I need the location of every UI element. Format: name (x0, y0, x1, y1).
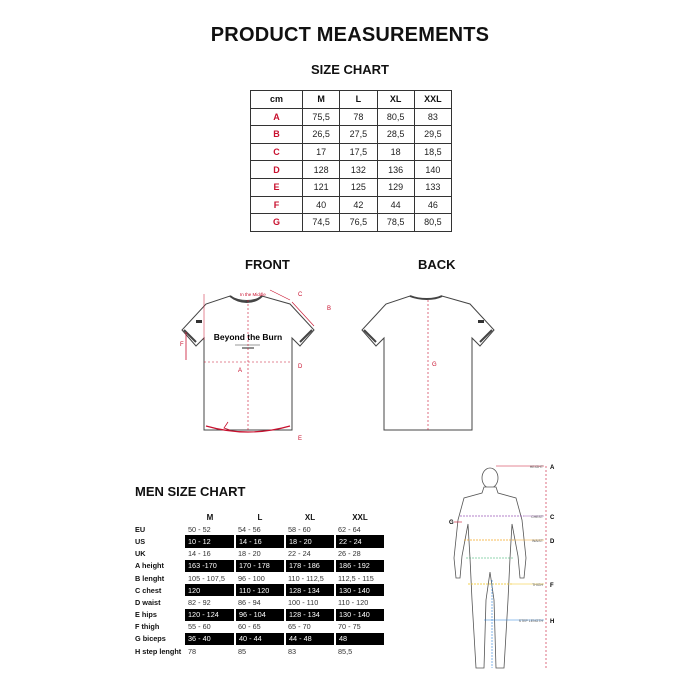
men-chart-cell: 100 - 110 (288, 597, 319, 607)
size-chart-cell: 17 (303, 143, 340, 161)
men-chart-row-label: A height (135, 561, 164, 571)
size-chart-cell: 80,5 (377, 108, 414, 126)
size-chart-cell: 28,5 (377, 126, 414, 144)
men-chart-row-label: E hips (135, 610, 157, 620)
men-chart-row (135, 596, 385, 608)
marker-e: E (298, 436, 303, 442)
men-chart-cell: 83 (288, 646, 297, 656)
men-chart-row-label: C chest (135, 585, 162, 595)
size-chart-cell: 18 (377, 143, 414, 161)
men-chart-cell: 130 - 140 (335, 609, 385, 621)
size-chart-row-label: E (251, 178, 303, 196)
size-chart-row-label: A (251, 108, 303, 126)
men-chart-cell: 112,5 - 115 (338, 573, 374, 583)
size-chart-row-label: D (251, 161, 303, 179)
size-chart-cell: 26,5 (303, 126, 340, 144)
men-chart-cell: 130 - 140 (335, 584, 385, 596)
men-chart-row-label: F thigh (135, 622, 160, 632)
size-chart-row (251, 143, 452, 161)
men-chart-row-label: D waist (135, 597, 161, 607)
size-chart-title: SIZE CHART (311, 62, 389, 77)
men-chart-cell: 128 - 134 (285, 584, 335, 596)
body-marker-letter: A (550, 465, 555, 471)
body-marker-letter: C (550, 515, 555, 521)
men-chart-cell: 78 (188, 646, 197, 656)
men-size-chart-title: MEN SIZE CHART (135, 484, 246, 499)
men-chart-row (135, 572, 385, 584)
body-marker-letter: H (550, 619, 555, 625)
men-chart-row (135, 535, 385, 547)
men-chart-col-header: XXL (352, 512, 368, 522)
size-chart-col-header: XL (377, 91, 414, 109)
size-chart-col-header: L (340, 91, 377, 109)
men-chart-cell: 18 - 20 (285, 535, 335, 547)
size-chart-row-label: G (251, 214, 303, 232)
size-chart-cell: 78,5 (377, 214, 414, 232)
size-chart-cell: 76,5 (340, 214, 377, 232)
size-chart-row (251, 126, 452, 144)
size-chart-cell: 74,5 (303, 214, 340, 232)
size-chart-cell: 78 (340, 108, 377, 126)
size-chart-cell: 29,5 (414, 126, 451, 144)
back-tshirt (362, 296, 494, 430)
men-chart-cell: 18 - 20 (238, 549, 261, 559)
size-chart-header-row (251, 91, 452, 109)
size-chart-cell: 83 (414, 108, 451, 126)
men-chart-row (135, 584, 385, 596)
size-chart-cell: 42 (340, 196, 377, 214)
men-chart-cell: 65 - 70 (288, 622, 311, 632)
men-chart-cell: 44 - 48 (285, 633, 335, 645)
men-chart-cell: 14 - 16 (188, 549, 211, 559)
men-chart-cell: 170 - 178 (235, 560, 285, 572)
men-chart-cell: 186 - 192 (335, 560, 385, 572)
men-chart-cell: 128 - 134 (285, 609, 335, 621)
men-chart-row-label: UK (135, 549, 146, 559)
men-chart-cell: 22 - 24 (288, 549, 311, 559)
men-chart-row (135, 523, 385, 535)
size-chart-row (251, 196, 452, 214)
men-chart-cell: 96 - 100 (238, 573, 265, 583)
men-chart-cell: 86 - 94 (238, 597, 261, 607)
men-chart-cell: 62 - 64 (338, 524, 361, 534)
body-marker-caption: CHEST (531, 515, 543, 519)
men-chart-cell: 82 - 92 (188, 597, 211, 607)
men-chart-cell: 22 - 24 (335, 535, 385, 547)
body-marker-g: G (449, 520, 454, 526)
size-chart-row (251, 161, 452, 179)
men-chart-col-header: XL (304, 512, 316, 522)
body-marker-caption: WAIST (532, 539, 543, 543)
men-chart-cell: 85 (238, 646, 247, 656)
size-chart-row (251, 214, 452, 232)
body-measurement-figure (440, 460, 580, 680)
marker-d: D (298, 364, 303, 370)
body-marker-caption: THIGH (532, 583, 543, 587)
shirt-print-text: Beyond the Burn (213, 332, 283, 342)
men-chart-cell: 26 - 28 (338, 549, 361, 559)
back-view-label: BACK (418, 257, 456, 272)
tshirt-diagrams (180, 280, 520, 450)
men-chart-row-label: H step lenght (135, 646, 182, 656)
size-chart-cell: 121 (303, 178, 340, 196)
men-chart-row (135, 560, 385, 572)
men-chart-cell: 58 - 60 (288, 524, 311, 534)
marker-b: B (327, 306, 332, 312)
size-chart-row (251, 178, 452, 196)
size-chart-cell: 75,5 (303, 108, 340, 126)
men-chart-cell: 10 - 12 (185, 535, 235, 547)
size-chart-cell: 46 (414, 196, 451, 214)
size-chart-table (250, 90, 452, 232)
size-chart-cell: 27,5 (340, 126, 377, 144)
men-chart-cell: 163 -170 (185, 560, 235, 572)
men-chart-cell: 40 - 44 (235, 633, 285, 645)
body-marker-caption: HEIGHT (529, 465, 543, 469)
size-chart-cell: 132 (340, 161, 377, 179)
size-chart-cell: 17,5 (340, 143, 377, 161)
men-chart-cell: 120 - 124 (185, 609, 235, 621)
size-chart-cell: 80,5 (414, 214, 451, 232)
size-chart-row (251, 108, 452, 126)
men-chart-row-label: B lenght (135, 573, 165, 583)
marker-f: F (180, 342, 184, 348)
men-chart-row-label: US (135, 536, 146, 546)
men-chart-row (135, 645, 385, 657)
men-size-chart-table (135, 511, 386, 657)
men-chart-cell: 55 - 60 (188, 622, 211, 632)
size-chart-unit: cm (251, 91, 303, 109)
size-chart-cell: 125 (340, 178, 377, 196)
size-chart-cell: 140 (414, 161, 451, 179)
body-marker-letter: F (550, 583, 554, 589)
marker-c: C (298, 292, 303, 298)
men-chart-cell: 105 - 107,5 (188, 573, 225, 583)
size-chart-cell: 18,5 (414, 143, 451, 161)
men-chart-cell: 120 (185, 584, 235, 596)
page-title: PRODUCT MEASUREMENTS (210, 24, 490, 46)
men-chart-cell: 70 - 75 (338, 622, 361, 632)
men-chart-corner (135, 511, 185, 523)
men-chart-row (135, 633, 385, 645)
front-view-label: FRONT (245, 257, 290, 272)
men-chart-cell: 54 - 56 (238, 524, 261, 534)
men-chart-cell: 14 - 16 (235, 535, 285, 547)
size-chart-cell: 129 (377, 178, 414, 196)
men-chart-cell: 110 - 120 (235, 584, 285, 596)
body-marker-letter: D (550, 539, 555, 545)
size-chart-cell: 136 (377, 161, 414, 179)
body-marker-caption: STEP LENGTH (518, 619, 543, 623)
men-chart-cell: 110 - 112,5 (288, 573, 324, 583)
men-chart-row (135, 548, 385, 560)
men-chart-cell: 178 - 186 (285, 560, 335, 572)
size-chart-cell: 40 (303, 196, 340, 214)
marker-g: G (432, 362, 437, 368)
men-chart-cell: 96 - 104 (235, 609, 285, 621)
marker-a: A (238, 368, 243, 374)
men-chart-header-row (135, 511, 385, 523)
men-chart-cell: 36 - 40 (185, 633, 235, 645)
men-chart-cell: 110 - 120 (338, 597, 369, 607)
in-the-middle-note: In the Middle (240, 292, 266, 297)
men-chart-cell: 48 (335, 633, 385, 645)
men-chart-cell: 85,5 (338, 646, 353, 656)
front-tshirt (180, 290, 331, 442)
men-chart-row-label: EU (135, 524, 146, 534)
men-chart-row (135, 609, 385, 621)
size-chart-row-label: F (251, 196, 303, 214)
size-chart-col-header: XXL (414, 91, 451, 109)
size-chart-cell: 128 (303, 161, 340, 179)
men-chart-col-header: L (257, 512, 263, 522)
size-chart-cell: 133 (414, 178, 451, 196)
men-chart-cell: 60 - 65 (238, 622, 261, 632)
size-chart-row-label: C (251, 143, 303, 161)
size-chart-col-header: M (303, 91, 340, 109)
size-chart-cell: 44 (377, 196, 414, 214)
men-chart-cell: 50 - 52 (188, 524, 211, 534)
men-chart-row-label: G biceps (135, 634, 166, 644)
men-chart-col-header: M (206, 512, 214, 522)
size-chart-row-label: B (251, 126, 303, 144)
men-chart-row (135, 621, 385, 633)
